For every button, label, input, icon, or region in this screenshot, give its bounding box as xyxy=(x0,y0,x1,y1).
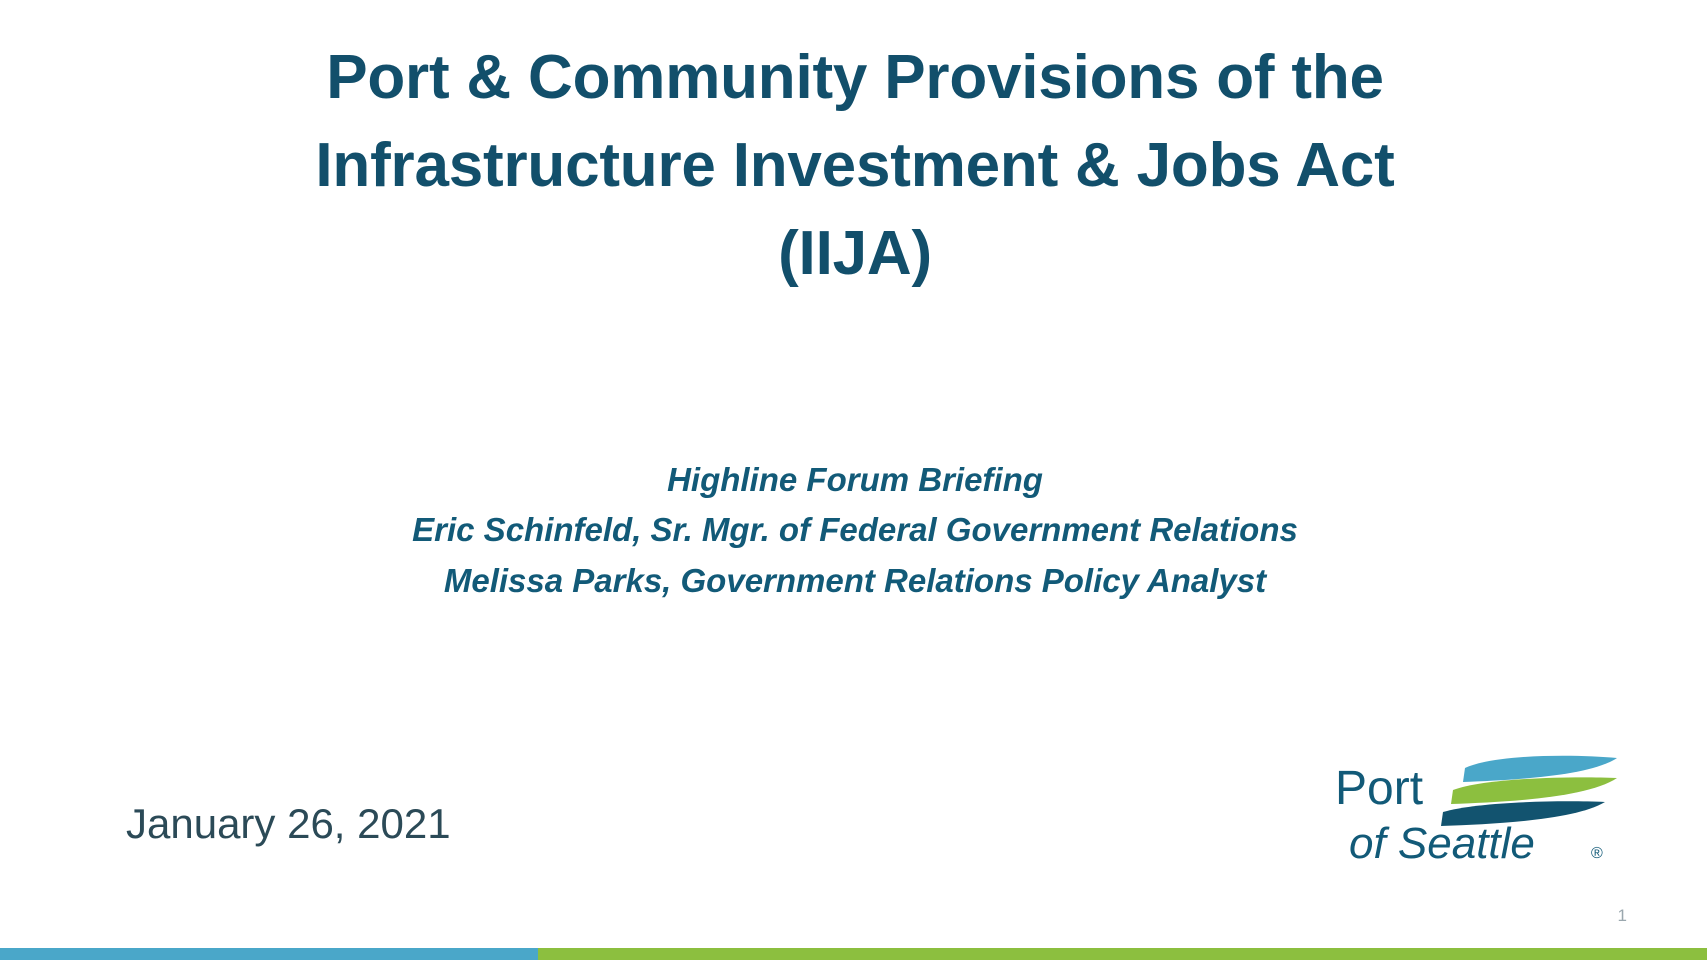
slide-title xyxy=(120,34,1590,298)
title-line-3: (IIJA) xyxy=(778,219,932,289)
port-of-seattle-logo xyxy=(1335,752,1635,882)
footer-bar-green-segment xyxy=(538,948,1707,960)
title-line-2: Infrastructure Investment & Jobs Act xyxy=(315,131,1395,201)
page-number: 1 xyxy=(1617,906,1627,925)
svg-text:Port: Port xyxy=(1335,762,1424,815)
subtitle-line-1: Highline Forum Briefing xyxy=(667,461,1043,498)
subtitle-line-2: Eric Schinfeld, Sr. Mgr. of Federal Government Relations xyxy=(412,511,1298,549)
svg-text:of Seattle: of Seattle xyxy=(1349,819,1535,868)
svg-text:®: ® xyxy=(1591,845,1603,862)
footer-bar-blue-segment xyxy=(0,948,538,960)
title-line-1: Port & Community Provisions of the xyxy=(326,43,1384,112)
presentation-date: January 26, 2021 xyxy=(126,800,451,847)
slide-subtitle xyxy=(120,455,1590,606)
subtitle-line-3: Melissa Parks, Government Relations Policy Analyst xyxy=(443,561,1267,599)
footer-accent-bar xyxy=(0,948,1707,960)
